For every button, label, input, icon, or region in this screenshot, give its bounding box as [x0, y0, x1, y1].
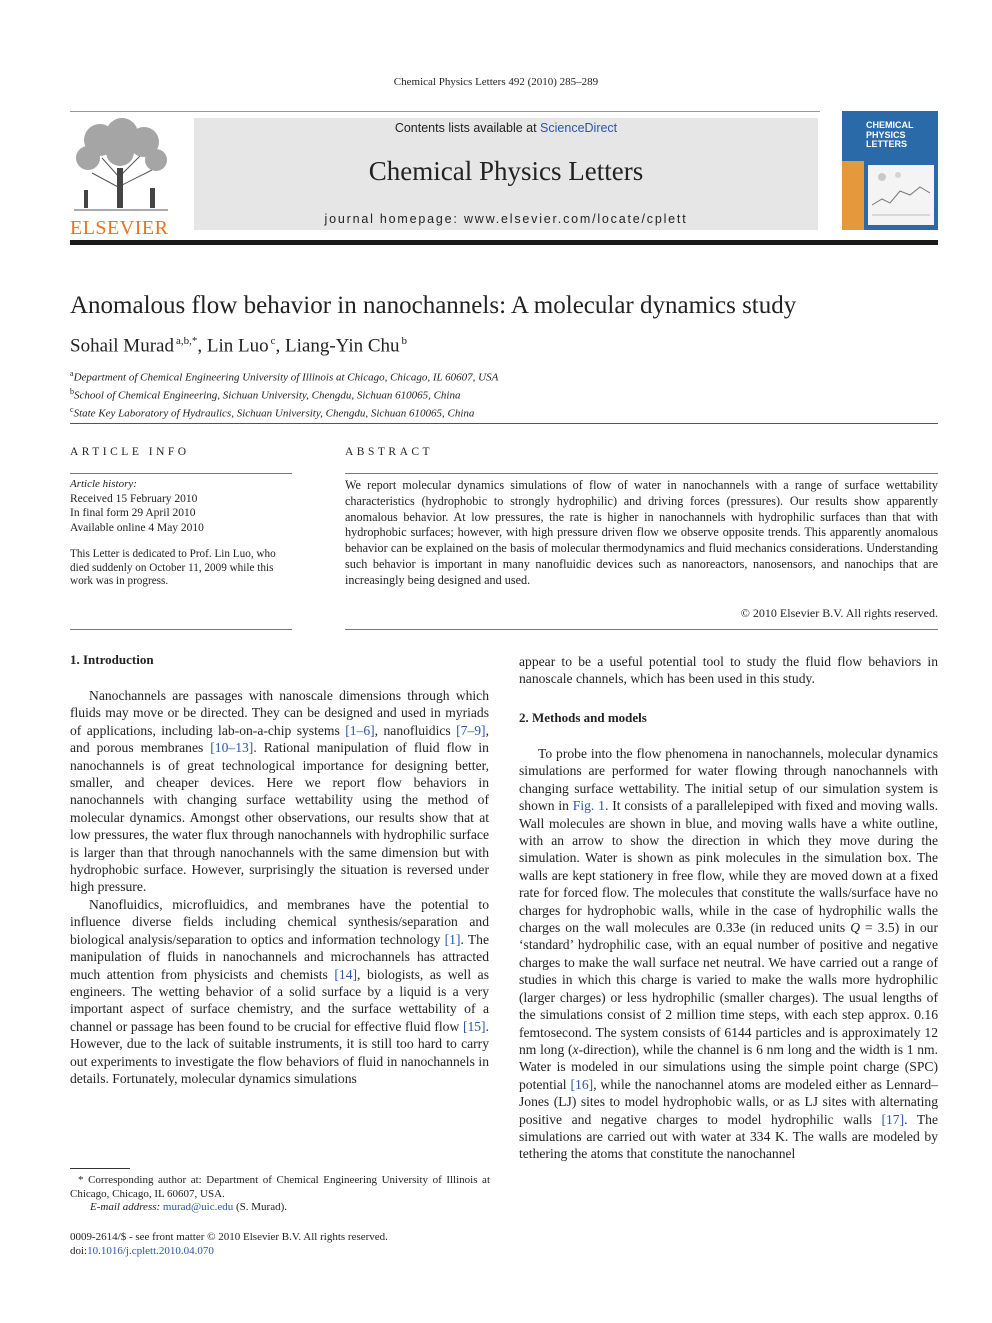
history-final: In final form 29 April 2010: [70, 507, 196, 519]
affiliation-a: $^a$Department of Chemical Engineering University of Illinois at Chicago, Chicago, IL 60607, USA: [70, 369, 499, 384]
dedication: This Letter is dedicated to Prof. Lin Luo, who died suddenly on October 11, 2009 while this work was in progress.: [70, 548, 276, 587]
section-2-heading: 2. Methods and models: [519, 710, 647, 725]
author-sup: c: [270, 335, 276, 347]
footnote-corresponding: * Corresponding author at: Department of Chemical Engineering University of Illinois at Chicago, Chicago, IL 60607, USA.: [70, 1174, 491, 1200]
header-top-rule: [70, 111, 820, 112]
citation-link[interactable]: [14]: [334, 966, 358, 982]
contents-prefix: Contents lists available at: [394, 121, 541, 135]
citation-link[interactable]: [16]: [570, 1076, 594, 1092]
citation-link[interactable]: [1]: [444, 931, 461, 947]
issn-line: 0009-2614/$ - see front matter © 2010 Elsevier B.V. All rights reserved.: [70, 1231, 388, 1243]
history-received: Received 15 February 2010: [70, 492, 198, 505]
journal-cover: [842, 111, 938, 230]
citation-link[interactable]: [17]: [881, 1111, 905, 1127]
history-label: Article history:: [70, 478, 137, 490]
footnote-email: E-mail address: murad@uic.edu (S. Murad).: [90, 1201, 288, 1213]
author-list: Sohail Murad $^{a,b,*}$, Lin Luo $^c$, Liang-Yin Chu $^b$: [70, 335, 408, 357]
journal-homepage[interactable]: journal homepage: www.elsevier.com/locate/cplett: [324, 212, 688, 226]
intro-paragraph-1: Nanochannels are passages with nanoscale dimensions through which fluids may move or be directed. They can be designed and used in myriads of applications, including lab-on-a-chip systems [1–6], nanofluidics [7–9], and porous membranes [10–13]. Rational manipulation of fluid flow in nanochannels is of great technological importance for designing better, smaller, and cheaper devices. Here we report flow behaviors in nanochannels with changing surface wettability using the method of molecular dynamics. Amongst other observations, our results show that at low pressures, the water flux through nanochannels with hydrophilic surface is larger than that through nanochannels with the same dimension but with hydrophobic surface. However, surprisingly the situation is reversed under high pressure.: [70, 688, 489, 895]
author-sup: b: [401, 335, 408, 347]
abstract-heading: ABSTRACT: [345, 446, 434, 458]
affiliation-rule: [70, 423, 938, 424]
abstract-text: We report molecular dynamics simulations of flow of water in nanochannels with a range of surface wettability characteristics (hydrophobic to strongly hydrophilic) and driving forces (pressures). Our results show apparently anomalous behavior. At low pressures, the rate is higher in nanochannels with hydrophilic surfaces than that with hydrophobic surfaces; however, with high pressure driven flow we observe opposite trends. This apparently anomalous behavior can be explained on the basis of molecular thermodynamics and fluid mechanics considerations. Understanding such behavior is important in many nanofluidic devices such as nanoreactors, nanosensors, and nanochips that are increasingly being designed and used.: [345, 478, 938, 587]
doi-line: doi:10.1016/j.cplett.2010.04.070: [70, 1245, 214, 1257]
citation-link[interactable]: [15]: [462, 1018, 486, 1034]
intro-paragraph-2: Nanofluidics, microfluidics, and membranes have the potential to influence diverse fields including chemical synthesis/separation and biological analysis/separation to optics and information technology [1]. The manipulation of fluids in nanochannels and microchannels has attracted much attention from physicists and chemists [14], biologists, as well as engineers. The wetting behavior of a solid surface by a liquid is a very important aspect of surface chemistry, and the surface wettability of a channel or passage has been found to be crucial for effective fluid flow [15]. However, due to the lack of suitable instruments, it is still too hard to carry out experiments to investigate the flow behaviors of fluid in nanochannels in details. Fortunately, molecular dynamics simulations: [70, 896, 489, 1086]
history-online: Available online 4 May 2010: [70, 521, 204, 534]
methods-paragraph-1: To probe into the flow phenomena in nanochannels, molecular dynamics simulations are performed for water flowing through nanochannels with changing surface wettability. The initial setup of our simulation system is shown in Fig. 1. It consists of a parallelepiped with fixed and moving walls. Wall molecules are shown in blue, and moving walls have a white outline, with an arrow to show the direction in which they move during the simulation. Water is shown as pink molecules in the simulation box. The walls are kept stationery in free flow, while they are moved down at a fixed rate for forced flow. The molecules that constitute the walls/surface have no charges for hydrophobic walls, while in the case of hydrophilic walls the charges on the wall molecules are 0.33e (in reduced units Q = 3.5) in our ‘standard’ hydrophilic case, with an equal number of positive and negative charges to make the wall surface net neutral. We have carried out a range of studies in which this charge is varied to make the walls more hydrophilic (larger charges) or less hydrophilic (smaller charges). The usual lengths of the simulations consist of 2 million time steps, with each step approx. 0.16 femtosecond. The system consists of 6144 particles and is approximately 12 nm long (x-direction), while the channel is 6 nm long and the width is 1 nm. Water is modeled in our simulations using the simple point charge (SPC) potential [16], while the nanochannel atoms are modeled either as Lennard–Jones (LJ) sites to model hydrophobic walls, or as LJ sites with alternating positive and negative charges to model hydrophilic walls [17]. The simulations are carried out with water at 334 K. The walls are modeled by tethering the atoms that constitute the nanochannel: [519, 746, 938, 1162]
section-1-body: [70, 687, 489, 1087]
cover-graphic: [868, 165, 934, 225]
author-name: Lin Luo: [206, 335, 269, 357]
elsevier-wordmark: ELSEVIER: [70, 217, 169, 239]
citation-link[interactable]: [7–9]: [456, 722, 486, 738]
info-bottom-rule: [70, 629, 292, 630]
sciencedirect-link[interactable]: ScienceDirect: [540, 121, 618, 135]
contents-line: [194, 121, 818, 135]
author-name: Sohail Murad: [70, 335, 174, 357]
email-link[interactable]: murad@uic.edu: [162, 1201, 234, 1213]
author-name: Liang-Yin Chu: [285, 335, 400, 357]
cover-orange-band: [842, 161, 864, 230]
author-sup: a,b,*: [175, 335, 198, 347]
section-2-body: [519, 745, 938, 1163]
article-info-heading: ARTICLE INFO: [70, 446, 190, 458]
section-1-heading: 1. Introduction: [70, 652, 154, 667]
doi-link[interactable]: 10.1016/j.cplett.2010.04.070: [87, 1245, 214, 1257]
affiliations: [70, 367, 498, 421]
citation-link[interactable]: [10–13]: [210, 740, 254, 756]
header-thick-rule: [70, 240, 938, 245]
info-rule: [70, 473, 292, 474]
elsevier-logo: [70, 118, 172, 239]
affiliation-b: $^b$School of Chemical Engineering, Sichuan University, Chengdu, Sichuan 610065, China: [70, 387, 461, 402]
citation-link[interactable]: [1–6]: [345, 722, 375, 738]
journal-banner: [194, 118, 818, 230]
footnote-rule: [70, 1168, 130, 1169]
affiliation-c: $^c$State Key Laboratory of Hydraulics, Sichuan University, Chengdu, Sichuan 610065, China: [70, 405, 475, 420]
abstract-bottom-rule: [345, 629, 938, 630]
cover-title: CHEMICAL PHYSICS LETTERS: [866, 120, 914, 149]
section-1-continuation: appear to be a useful potential tool to study the fluid flow behaviors in nanoscale channels, which has been used in this study.: [519, 654, 938, 687]
article-history: [70, 478, 294, 535]
elsevier-tree-icon: [70, 118, 172, 212]
cover-plot-icon: [868, 165, 934, 225]
running-citation: Chemical Physics Letters 492 (2010) 285–289: [393, 76, 599, 88]
abstract-copyright: © 2010 Elsevier B.V. All rights reserved.: [740, 606, 938, 620]
abstract-rule: [345, 473, 938, 474]
article-title: Anomalous flow behavior in nanochannels: A molecular dynamics study: [70, 292, 797, 319]
journal-title: Chemical Physics Letters: [368, 156, 644, 186]
figure-link[interactable]: Fig. 1: [572, 798, 605, 814]
